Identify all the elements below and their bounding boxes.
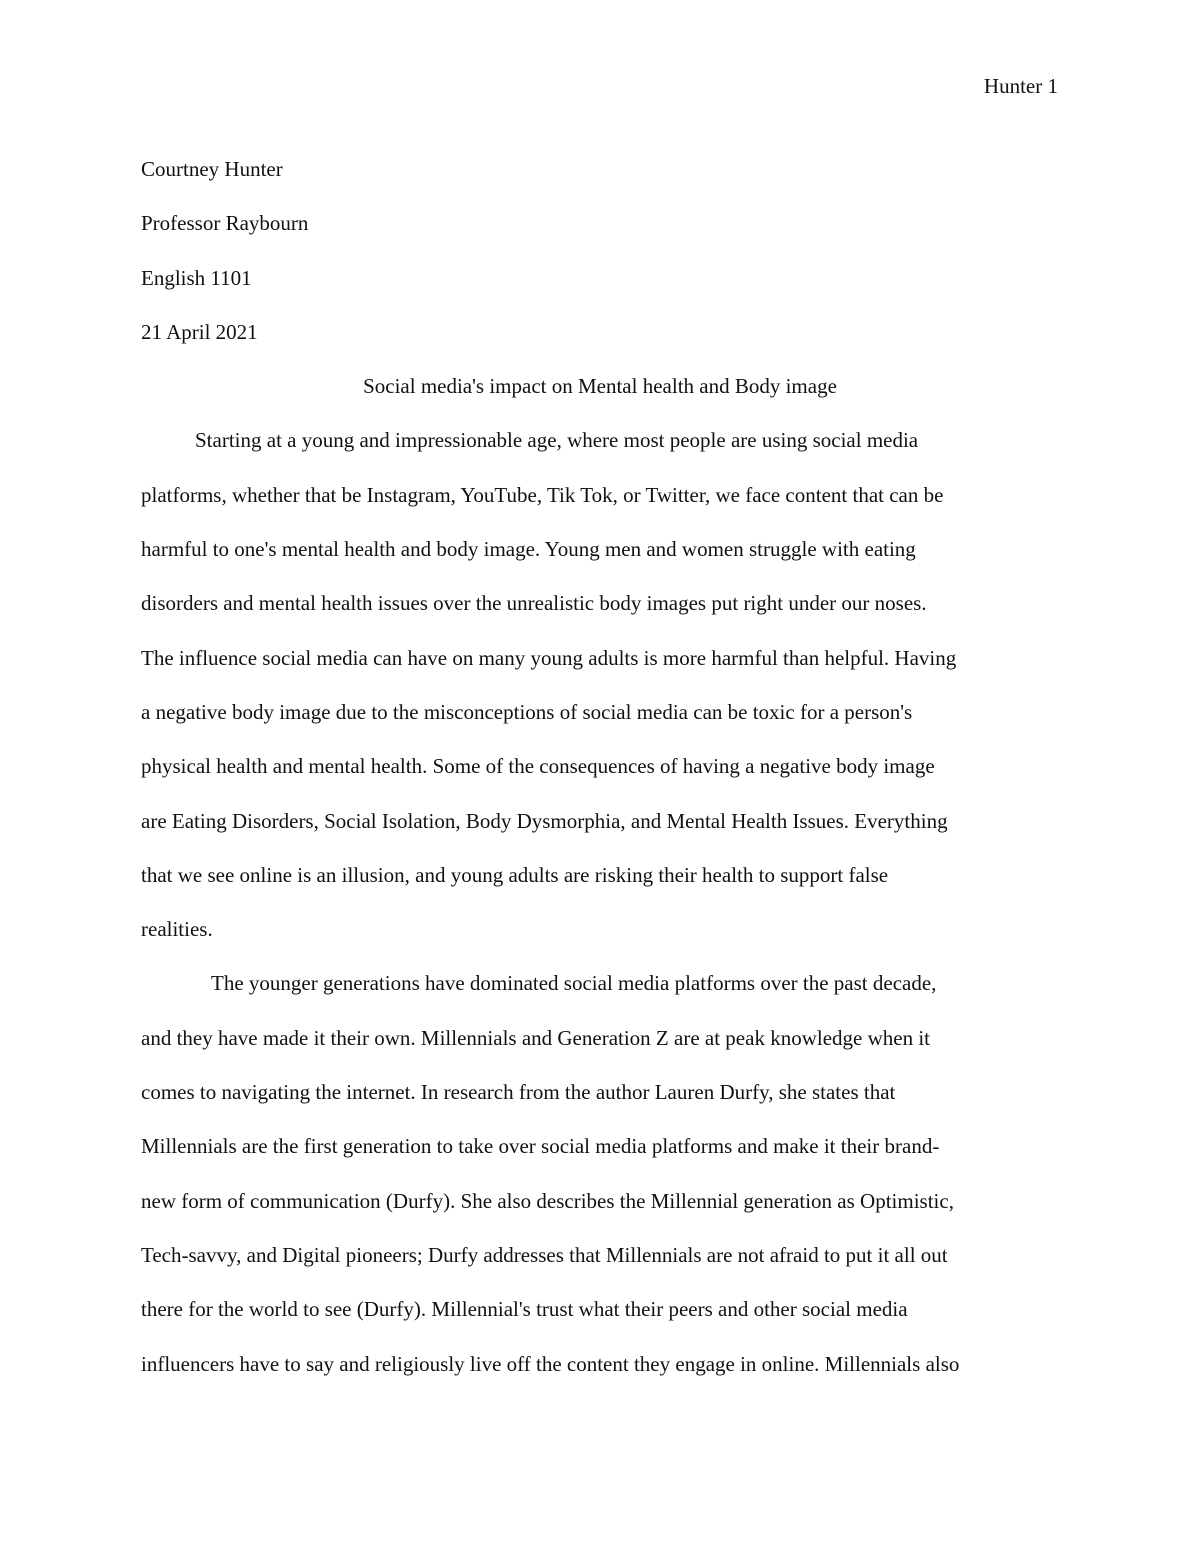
paragraph-line: The younger generations have dominated social media platforms over the past decade, <box>211 971 937 996</box>
paragraph-line: a negative body image due to the misconceptions of social media can be toxic for a person's <box>141 699 913 724</box>
paragraph-line: and they have made it their own. Millennials and Generation Z are at peak knowledge when it <box>141 1025 930 1050</box>
running-header: Hunter 1 <box>983 74 1058 98</box>
paragraph-line: Tech-savvy, and Digital pioneers; Durfy addresses that Millennials are not afraid to put it all out <box>141 1242 948 1267</box>
paragraph-line: comes to navigating the internet. In research from the author Lauren Durfy, she states that <box>141 1080 896 1105</box>
paragraph-line: new form of communication (Durfy). She also describes the Millennial generation as Optimistic, <box>141 1188 954 1213</box>
paragraph-line: Millennials are the first generation to take over social media platforms and make it their brand- <box>141 1134 940 1159</box>
author-name: Courtney Hunter <box>141 157 283 181</box>
paragraph-line: that we see online is an illusion, and young adults are risking their health to support false <box>141 862 889 887</box>
paragraph-line: physical health and mental health. Some of the consequences of having a negative body image <box>141 754 935 779</box>
paragraph-line: platforms, whether that be Instagram, YouTube, Tik Tok, or Twitter, we face content that can be <box>141 482 944 507</box>
paragraph-line: realities. <box>141 917 213 942</box>
professor-name: Professor Raybourn <box>141 211 309 236</box>
course-name: English 1101 <box>141 265 252 290</box>
paragraph-line: Starting at a young and impressionable age, where most people are using social media <box>195 428 919 453</box>
paragraph-1 <box>141 413 1059 956</box>
document-body <box>141 142 1059 1391</box>
document-date: 21 April 2021 <box>141 319 258 344</box>
paragraph-2 <box>141 956 1059 1390</box>
paragraph-line: are Eating Disorders, Social Isolation, Body Dysmorphia, and Mental Health Issues. Everything <box>141 808 948 833</box>
essay-title: Social media's impact on Mental health and Body image <box>363 374 837 399</box>
paragraph-line: disorders and mental health issues over the unrealistic body images put right under our noses. <box>141 591 927 616</box>
paragraph-line: harmful to one's mental health and body image. Young men and women struggle with eating <box>141 537 916 562</box>
paragraph-line: The influence social media can have on many young adults is more harmful than helpful. Having <box>141 645 957 670</box>
paragraph-line: there for the world to see (Durfy). Millennial's trust what their peers and other social media <box>141 1297 908 1322</box>
paragraph-line: influencers have to say and religiously live off the content they engage in online. Millennials also <box>141 1351 960 1376</box>
